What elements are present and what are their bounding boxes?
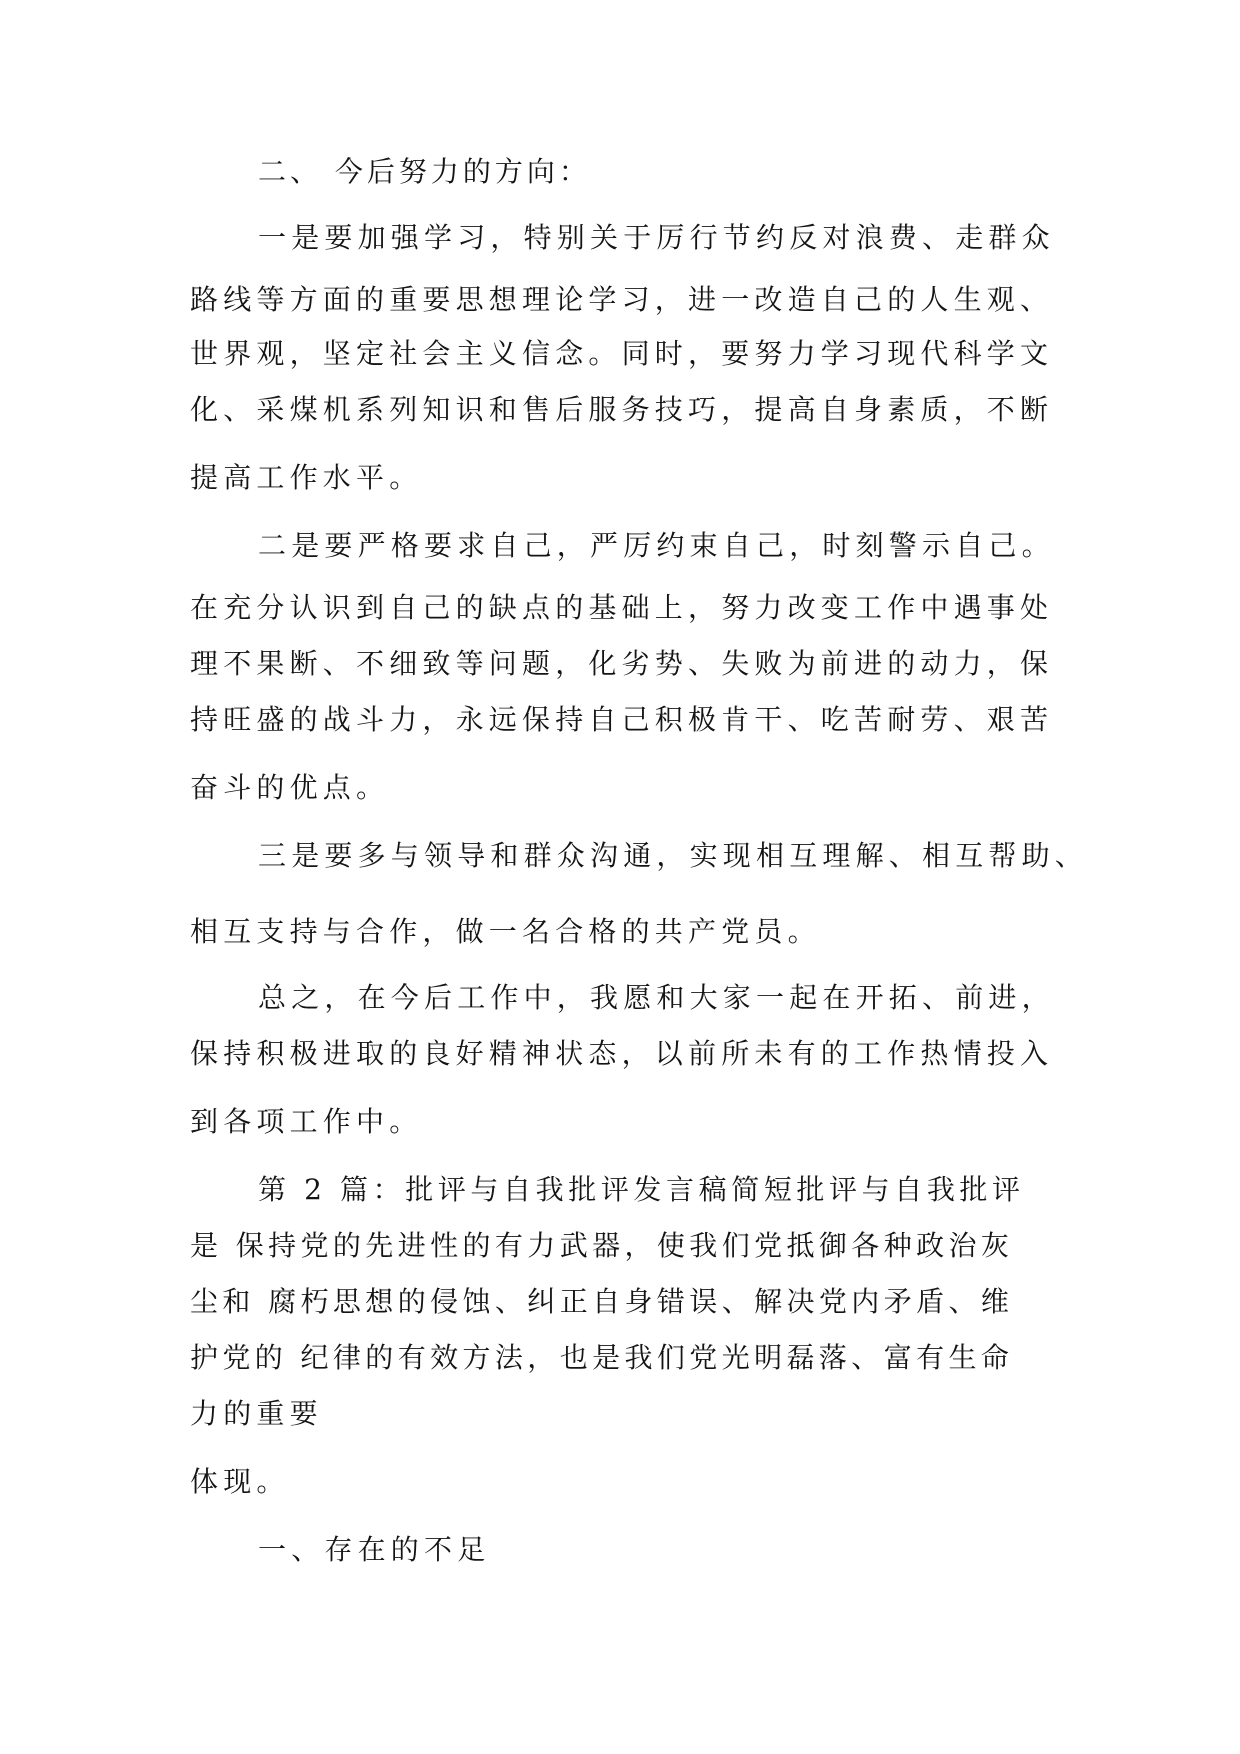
section-heading: 二、 今后努力的方向：: [258, 155, 591, 188]
paragraph-line: 三是要多与领导和群众沟通，实现相互理解、相互帮助、: [258, 839, 1089, 872]
paragraph-line: 是 保持党的先进性的有力武器，使我们党抵御各种政治灰: [190, 1229, 1014, 1262]
paragraph-line: 理不果断、不细致等问题，化劣势、失败为前进的动力，保: [190, 647, 1054, 680]
section-heading: 一、存在的不足: [258, 1533, 491, 1566]
paragraph-line: 尘和 腐朽思想的侵蚀、纠正自身错误、解决党内矛盾、维: [190, 1285, 1014, 1318]
paragraph-line: 路线等方面的重要思想理论学习，进一改造自己的人生观、: [190, 283, 1054, 316]
paragraph-line: 提高工作水平。: [190, 461, 423, 494]
paragraph-line: 在充分认识到自己的缺点的基础上，努力改变工作中遇事处: [190, 591, 1054, 624]
paragraph-line: 体现。: [190, 1465, 290, 1498]
paragraph-line: 总之，在今后工作中，我愿和大家一起在开拓、前进，: [258, 981, 1055, 1014]
paragraph-line: 第 2 篇：批评与自我批评发言稿简短批评与自我批评: [258, 1173, 1025, 1206]
paragraph-line: 保持积极进取的良好精神状态，以前所未有的工作热情投入: [190, 1037, 1054, 1070]
paragraph-line: 力的重要: [190, 1397, 323, 1430]
paragraph-line: 到各项工作中。: [190, 1105, 423, 1138]
paragraph-line: 世界观，坚定社会主义信念。同时，要努力学习现代科学文: [190, 337, 1054, 370]
paragraph-line: 奋斗的优点。: [190, 771, 390, 804]
paragraph-line: 护党的 纪律的有效方法，也是我们党光明磊落、富有生命: [190, 1341, 1014, 1374]
paragraph-line: 持旺盛的战斗力，永远保持自己积极肯干、吃苦耐劳、艰苦: [190, 703, 1054, 736]
paragraph-line: 一是要加强学习，特别关于厉行节约反对浪费、走群众: [258, 221, 1055, 254]
paragraph-line: 相互支持与合作，做一名合格的共产党员。: [190, 915, 821, 948]
paragraph-line: 化、采煤机系列知识和售后服务技巧，提高自身素质，不断: [190, 393, 1054, 426]
paragraph-line: 二是要严格要求自己，严厉约束自己，时刻警示自己。: [258, 529, 1055, 562]
